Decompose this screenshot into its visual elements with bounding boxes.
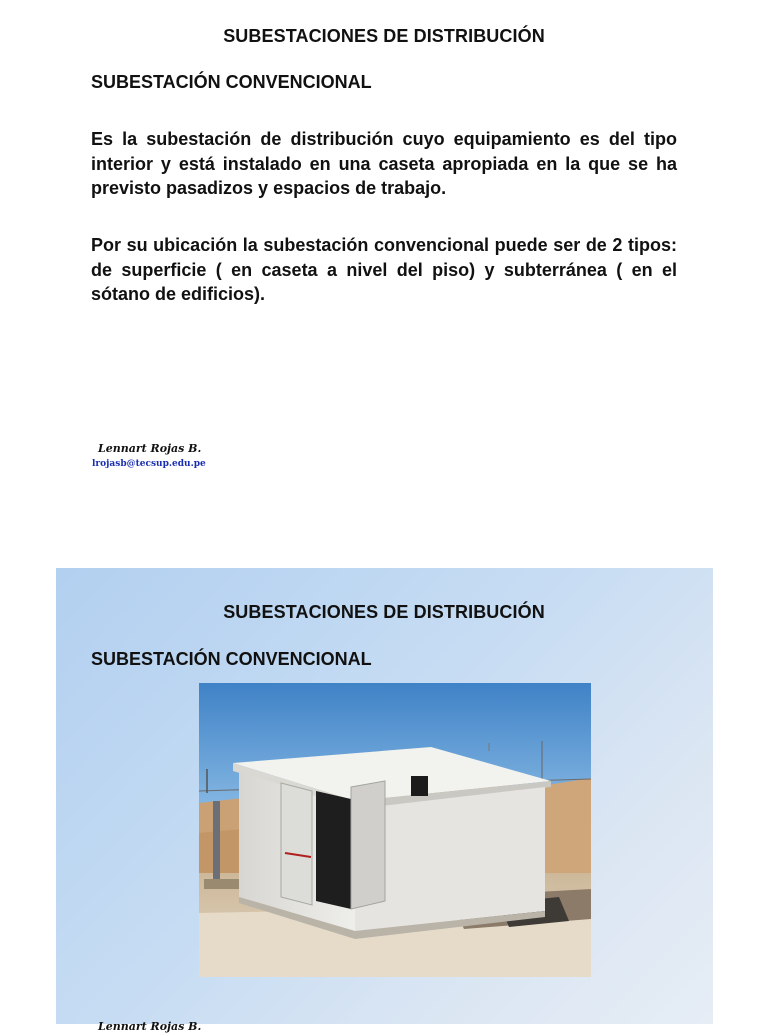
slide-title: SUBESTACIONES DE DISTRIBUCIÓN bbox=[223, 602, 545, 622]
author-name: Lennart Rojas B. bbox=[98, 1020, 202, 1033]
paragraph-definition: Es la subestación de distribución cuyo equipamiento es del tipo interior y está instalado en una caseta apropiada en la que se ha previsto pasadizos y espacios de trabajo. bbox=[91, 129, 677, 198]
substation-photo bbox=[199, 683, 591, 977]
slide-subtitle: SUBESTACIÓN CONVENCIONAL bbox=[91, 649, 372, 669]
author-email: lrojasb@tecsup.edu.pe bbox=[92, 459, 206, 469]
paragraph-types: Por su ubicación la subestación convencional puede ser de 2 tipos: de superficie ( en caseta a nivel del piso) y subterránea ( en el sótano de edificios). bbox=[91, 235, 677, 304]
slide-subtitle: SUBESTACIÓN CONVENCIONAL bbox=[91, 72, 372, 92]
slide-2 bbox=[56, 568, 713, 1033]
author-name: Lennart Rojas B. bbox=[98, 442, 202, 455]
slide-title: SUBESTACIONES DE DISTRIBUCIÓN bbox=[223, 26, 545, 46]
